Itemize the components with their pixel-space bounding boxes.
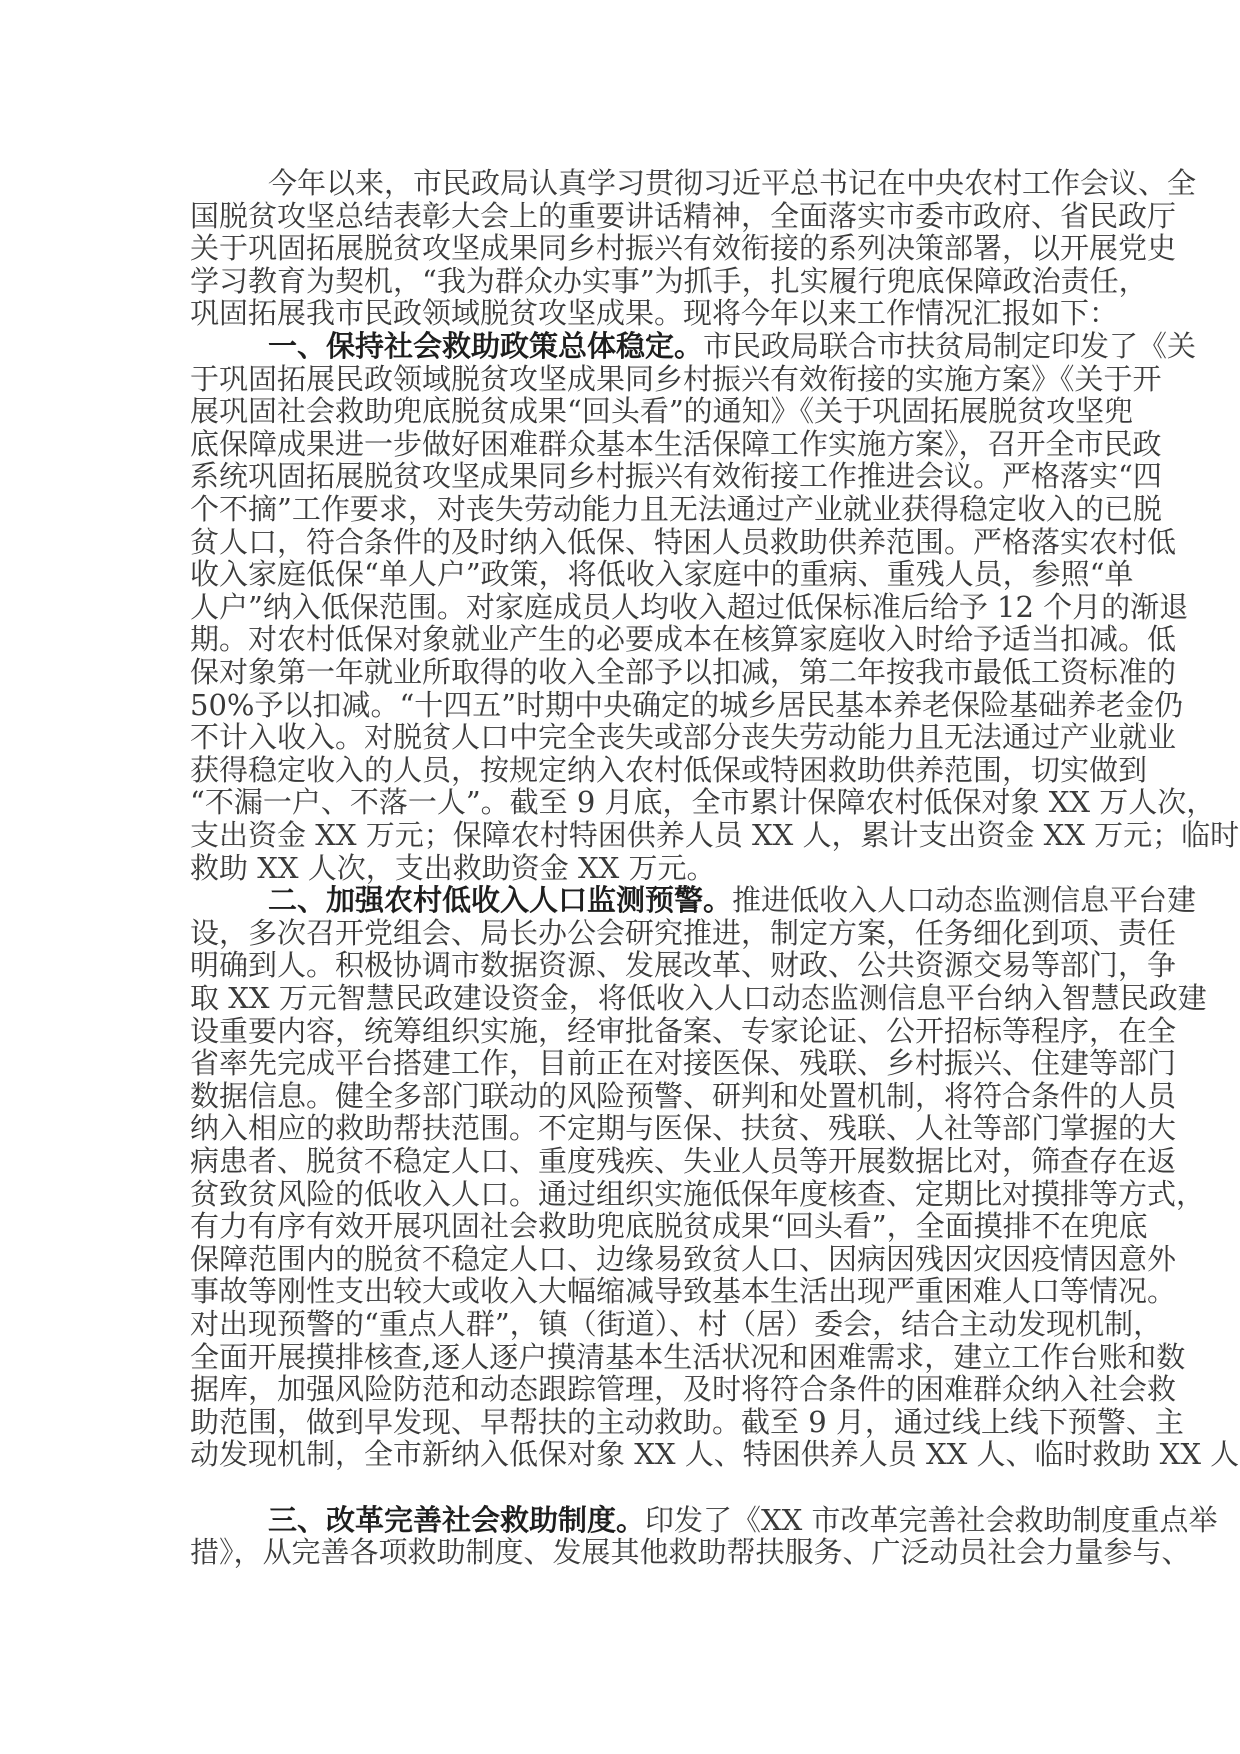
text-line xyxy=(190,263,1148,298)
text-line xyxy=(190,1144,1177,1178)
line-text: 印发了《XX 市改革完善社会救助制度重点举 xyxy=(645,1502,1218,1537)
line-text: 有力有序有效开展巩固社会救助兜底脱贫成果“回头看”，全面摸排不在兜底 xyxy=(190,1209,1148,1244)
text-line xyxy=(190,1013,1177,1048)
text-line xyxy=(190,1372,1177,1407)
line-text: 动发现机制，全市新纳入低保对象 XX 人、特困供养人员 XX 人、临时救助 XX 人 xyxy=(190,1437,1240,1472)
line-text: 展巩固社会救助兜底脱贫成果“回头看”的通知》《关于巩固拓展脱贫攻坚兜 xyxy=(190,394,1134,429)
line-text: “不漏一户、不落一人”。截至 9 月底，全市累计保障农村低保对象 XX 万人次， xyxy=(190,785,1216,820)
section-heading: 二、加强农村低收入人口监测预警。 xyxy=(268,883,733,918)
text-line xyxy=(190,426,1162,461)
line-text: 不计入收入。对脱贫人口中完全丧失或部分丧失劳动能力且无法通过产业就业 xyxy=(190,720,1177,755)
line-text: 支出资金 XX 万元；保障农村特困供养人员 XX 人，累计支出资金 XX 万元；临时 xyxy=(190,818,1240,852)
text-line xyxy=(190,1078,1177,1113)
text-line xyxy=(190,1209,1148,1244)
line-text: 措》，从完善各项救助制度、发展其他救助帮扶服务、广泛动员社会力量参与、 xyxy=(190,1535,1191,1570)
text-line xyxy=(190,524,1177,559)
text-line xyxy=(190,1437,1240,1472)
text-line xyxy=(190,622,1177,657)
line-text: 国脱贫攻坚总结表彰大会上的重要讲话精神，全面落实市委市政府、省民政厅 xyxy=(190,198,1177,233)
line-text: 人户”纳入低保范围。对家庭成员人均收入超过低保标准后给予 12 个月的渐退 xyxy=(190,589,1189,624)
line-text: 数据信息。健全多部门联动的风险预警、研判和处置机制，将符合条件的人员 xyxy=(190,1078,1177,1113)
text-line xyxy=(190,296,1119,331)
line-text: 省率先完成平台搭建工作，目前正在对接医保、残联、乡村振兴、住建等部门 xyxy=(190,1046,1177,1081)
text-line xyxy=(190,589,1189,624)
line-text: 获得稳定收入的人员，按规定纳入农村低保或特困救助供养范围，切实做到 xyxy=(190,752,1148,787)
line-text: 纳入相应的救助帮扶范围。不定期与医保、扶贫、残联、人社等部门掌握的大 xyxy=(190,1111,1177,1146)
text-line xyxy=(268,1502,1218,1537)
line-text: 助范围，做到早发现、早帮扶的主动救助。截至 9 月，通过线上线下预警、主 xyxy=(190,1404,1184,1439)
text-line xyxy=(190,948,1177,983)
text-line xyxy=(190,1176,1206,1211)
text-line xyxy=(190,231,1177,266)
line-text: 50%予以扣减。“十四五”时期中央确定的城乡居民基本养老保险基础养老金仍 xyxy=(190,687,1184,722)
text-line xyxy=(190,752,1148,787)
text-line xyxy=(268,166,1197,200)
line-text: 事故等刚性支出较大或收入大幅缩减导致基本生活出现严重困难人口等情况。 xyxy=(190,1274,1177,1309)
line-text: 巩固拓展我市民政领域脱贫攻坚成果。现将今年以来工作情况汇报如下： xyxy=(190,296,1119,331)
text-line xyxy=(190,492,1162,526)
line-text: 全面开展摸排核查,逐人逐户摸清基本生活状况和困难需求，建立工作台账和数 xyxy=(190,1339,1186,1374)
line-text: 系统巩固拓展脱贫攻坚成果同乡村振兴有效衔接工作推进会议。严格落实“四 xyxy=(190,459,1162,494)
text-line xyxy=(268,883,1197,918)
text-line xyxy=(190,1111,1177,1146)
line-text: 关于巩固拓展脱贫攻坚成果同乡村振兴有效衔接的系列决策部署，以开展党史 xyxy=(190,231,1177,266)
text-line xyxy=(190,1404,1184,1439)
text-line xyxy=(190,687,1184,722)
line-text: 保障范围内的脱贫不稳定人口、边缘易致贫人口、因病因残因灾因疫情因意外 xyxy=(190,1241,1177,1276)
text-line xyxy=(190,361,1162,396)
line-text: 明确到人。积极协调市数据资源、发展改革、财政、公共资源交易等部门，争 xyxy=(190,948,1177,983)
text-line xyxy=(190,1307,1163,1341)
text-line xyxy=(268,329,1197,363)
line-text: 对出现预警的“重点人群”，镇（街道）、村（居）委会，结合主动发现机制， xyxy=(190,1307,1163,1341)
text-line xyxy=(190,198,1177,233)
line-text: 收入家庭低保“单人户”政策，将低收入家庭中的重病、重残人员，参照“单 xyxy=(190,557,1134,592)
line-text: 推进低收入人口动态监测信息平台建 xyxy=(732,883,1197,918)
text-line xyxy=(190,720,1177,755)
text-line xyxy=(190,1241,1177,1276)
line-text: 市民政局联合市扶贫局制定印发了《关 xyxy=(703,329,1197,363)
line-text: 设，多次召开党组会、局长办公会研究推进，制定方案，任务细化到项、责任 xyxy=(190,915,1177,950)
line-text: 贫致贫风险的低收入人口。通过组织实施低保年度核查、定期比对摸排等方式， xyxy=(190,1176,1206,1211)
text-line xyxy=(190,1274,1177,1309)
line-text: 学习教育为契机，“我为群众办实事”为抓手，扎实履行兜底保障政治责任， xyxy=(190,263,1148,298)
text-line xyxy=(190,1339,1186,1374)
line-text: 底保障成果进一步做好困难群众基本生活保障工作实施方案》，召开全市民政 xyxy=(190,426,1162,461)
text-line xyxy=(190,1046,1177,1081)
text-line xyxy=(190,557,1134,592)
line-text: 个不摘”工作要求，对丧失劳动能力且无法通过产业就业获得稳定收入的已脱 xyxy=(190,492,1162,526)
line-text: 取 XX 万元智慧民政建设资金，将低收入人口动态监测信息平台纳入智慧民政建 xyxy=(190,981,1207,1015)
section-heading: 三、改革完善社会救助制度。 xyxy=(268,1502,646,1537)
text-line xyxy=(190,785,1216,820)
section-heading: 一、保持社会救助政策总体稳定。 xyxy=(268,329,704,363)
line-text: 据库，加强风险防范和动态跟踪管理，及时将符合条件的困难群众纳入社会救 xyxy=(190,1372,1177,1407)
line-text: 期。对农村低保对象就业产生的必要成本在核算家庭收入时给予适当扣减。低 xyxy=(190,622,1177,657)
line-text: 救助 XX 人次，支出救助资金 XX 万元。 xyxy=(190,850,716,885)
line-text: 于巩固拓展民政领域脱贫攻坚成果同乡村振兴有效衔接的实施方案》《关于开 xyxy=(190,361,1162,396)
line-text: 病患者、脱贫不稳定人口、重度残疾、失业人员等开展数据比对，筛查存在返 xyxy=(190,1144,1177,1178)
text-line xyxy=(190,1535,1191,1570)
text-line xyxy=(190,655,1177,689)
text-line xyxy=(190,981,1207,1015)
line-text: 设重要内容，统筹组织实施，经审批备案、专家论证、公开招标等程序，在全 xyxy=(190,1013,1177,1048)
line-text: 今年以来，市民政局认真学习贯彻习近平总书记在中央农村工作会议、全 xyxy=(268,166,1197,200)
text-line xyxy=(190,394,1134,429)
text-line xyxy=(190,818,1240,852)
text-line xyxy=(190,852,1050,885)
line-text: 保对象第一年就业所取得的收入全部予以扣减，第二年按我市最低工资标准的 xyxy=(190,655,1177,689)
text-line xyxy=(190,915,1177,950)
text-line xyxy=(190,459,1162,494)
line-text: 贫人口，符合条件的及时纳入低保、特困人员救助供养范围。严格落实农村低 xyxy=(190,524,1177,559)
